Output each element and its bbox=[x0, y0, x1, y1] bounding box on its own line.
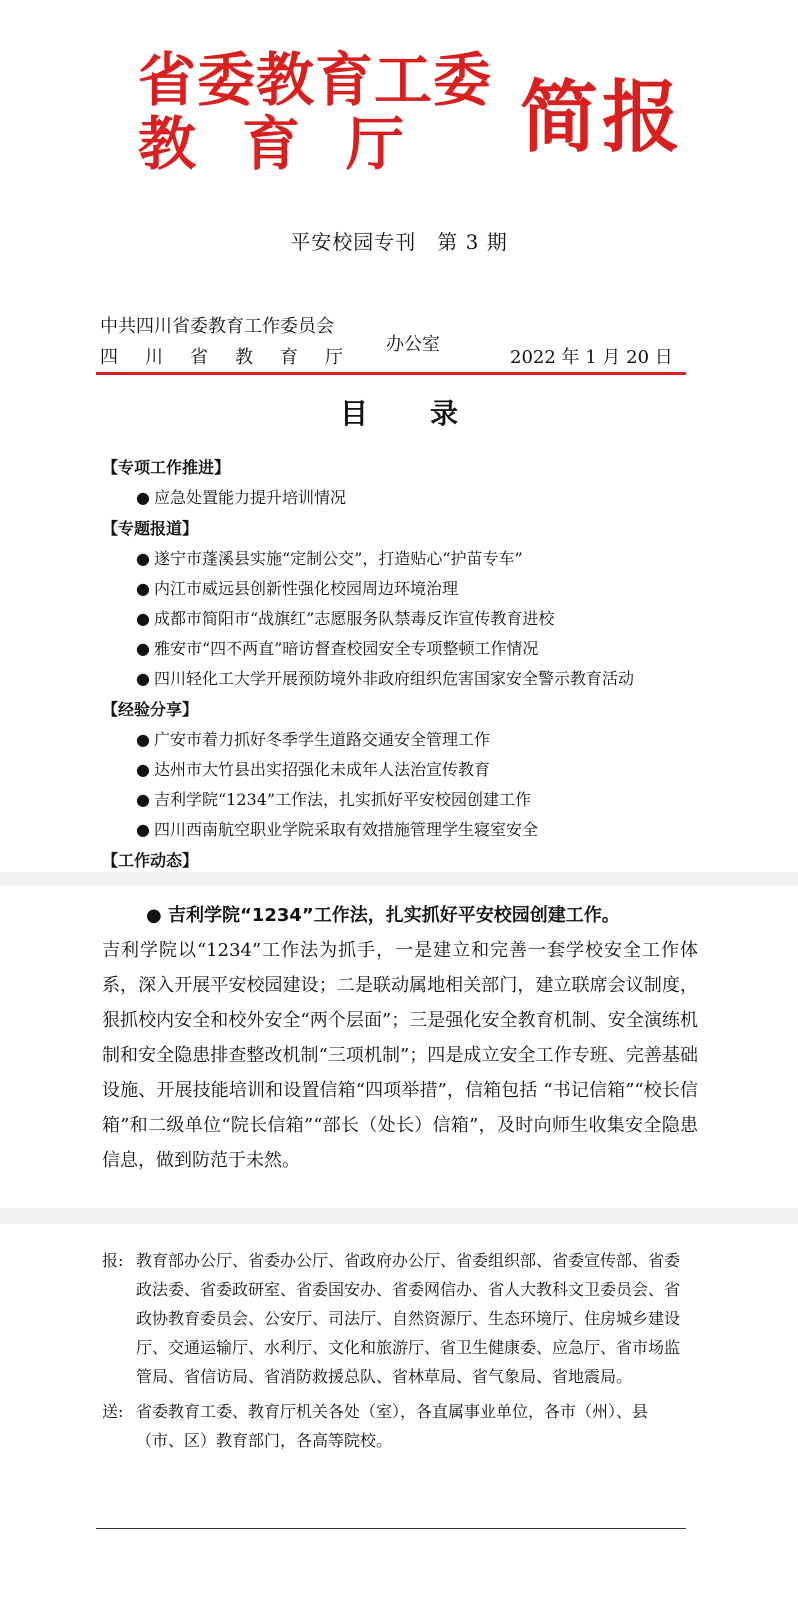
toc-item-text: 遂宁市蓬溪县实施“定制公交”，打造贴心“护苗专车” bbox=[153, 549, 523, 568]
distribution-send bbox=[102, 1397, 692, 1455]
masthead-title: 简报 bbox=[520, 73, 685, 163]
toc-item[interactable] bbox=[102, 725, 692, 755]
toc-item-text: 雅安市“四不两直”暗访督查校园安全专项整顿工作情况 bbox=[153, 639, 539, 658]
table-of-contents bbox=[102, 452, 692, 876]
toc-title: 目录 bbox=[339, 397, 520, 430]
toc-item[interactable] bbox=[102, 483, 692, 513]
toc-section-title: 【专题报道】 bbox=[102, 519, 199, 538]
toc-item[interactable] bbox=[102, 604, 692, 634]
bullet-icon: ● bbox=[136, 549, 150, 568]
bullet-icon: ● bbox=[136, 579, 150, 598]
issue-date: 2022 年 1 月 20 日 bbox=[510, 347, 673, 368]
bullet-icon: ● bbox=[136, 790, 150, 809]
toc-item[interactable] bbox=[102, 815, 692, 845]
article-heading: ● 吉利学院“1234”工作法，扎实抓好平安校园创建工作。 bbox=[146, 905, 620, 926]
report-recipients: 教育部办公厅、省委办公厅、省政府办公厅、省委组织部、省委宣传部、省委政法委、省委政研室、省委国安办、省委网信办、省人大教科文卫委员会、省政协教育委员会、公安厅、司法厅、自然资源厅、生态环境厅、住房城乡建设厅、交通运输厅、水利厅、文化和旅游厅、省卫生健康委、应急厅、省市场监管局、省信访局、省消防救援总队、省林草局、省气象局、省地震局。 bbox=[136, 1251, 681, 1386]
toc-item-text: 达州市大竹县出实招强化未成年人法治宣传教育 bbox=[153, 760, 490, 779]
bullet-icon: ● bbox=[136, 669, 150, 688]
report-label: 报: bbox=[102, 1251, 124, 1270]
red-divider bbox=[96, 372, 686, 375]
send-label: 送: bbox=[102, 1402, 124, 1421]
sender-line2: 四川省教育厅 bbox=[100, 347, 370, 368]
toc-section-title: 【工作动态】 bbox=[102, 851, 199, 870]
toc-item[interactable] bbox=[102, 755, 692, 785]
toc-item[interactable] bbox=[102, 634, 692, 664]
article-body: 吉利学院以“1234”工作法为抓手，一是建立和完善一套学校安全工作体系，深入开展平安校园建设；二是联动属地相关部门，建立联席会议制度，狠抓校内安全和校外安全“两个层面”；三是强化安全教育机制、安全演练机制和安全隐患排查整改机制“三项机制”；四是成立安全工作专班、完善基础设施、开展技能培训和设置信箱“四项举措”，信箱包括 “书记信箱”“校长信箱”和二级单位“院长信箱”“部长（处长）信箱”，及时向师生收集安全隐患信息，做到防范于未然。 bbox=[102, 940, 698, 1171]
toc-item-text: 广安市着力抓好冬季学生道路交通安全管理工作 bbox=[153, 730, 490, 749]
toc-item[interactable] bbox=[102, 785, 692, 815]
toc-item-text: 内江市威远县创新性强化校园周边环境治理 bbox=[153, 579, 458, 598]
bullet-icon: ● bbox=[136, 820, 150, 839]
sender-office: 办公室 bbox=[386, 334, 440, 355]
bottom-divider bbox=[96, 1528, 686, 1529]
toc-section-title: 【专项工作推进】 bbox=[102, 458, 231, 477]
bullet-icon: ● bbox=[136, 488, 150, 507]
distribution bbox=[102, 1246, 692, 1455]
grey-band-top bbox=[0, 872, 798, 886]
bullet-icon: ● bbox=[136, 730, 150, 749]
sender-line1: 中共四川省委教育工作委员会 bbox=[100, 316, 334, 337]
grey-band-bottom bbox=[0, 1208, 798, 1224]
toc-item-text: 四川西南航空职业学院采取有效措施管理学生寝室安全 bbox=[153, 820, 538, 839]
toc-item-text: 四川轻化工大学开展预防境外非政府组织危害国家安全警示教育活动 bbox=[153, 669, 634, 688]
toc-item-text: 吉利学院“1234”工作法，扎实抓好平安校园创建工作 bbox=[153, 790, 532, 809]
toc-item[interactable] bbox=[102, 664, 692, 694]
issue-label: 平安校园专刊 第 3 期 bbox=[290, 230, 508, 254]
toc-item-text: 应急处置能力提升培训情况 bbox=[153, 488, 346, 507]
toc-item[interactable] bbox=[102, 544, 692, 574]
bullet-icon: ● bbox=[136, 639, 150, 658]
toc-item-text: 成都市简阳市“战旗红”志愿服务队禁毒反诈宣传教育进校 bbox=[153, 609, 555, 628]
bullet-icon: ● bbox=[136, 760, 150, 779]
toc-item[interactable] bbox=[102, 574, 692, 604]
masthead-line1: 省委教育工委 bbox=[138, 46, 493, 114]
bullet-icon: ● bbox=[136, 609, 150, 628]
send-recipients: 省委教育工委、教育厅机关各处（室），各直属事业单位，各市（州）、县（市、区）教育部门，各高等院校。 bbox=[136, 1402, 649, 1450]
article bbox=[102, 898, 698, 1178]
distribution-report bbox=[102, 1246, 692, 1391]
masthead-line2: 教育厅 bbox=[138, 110, 451, 178]
toc-section-title: 【经验分享】 bbox=[102, 700, 199, 719]
